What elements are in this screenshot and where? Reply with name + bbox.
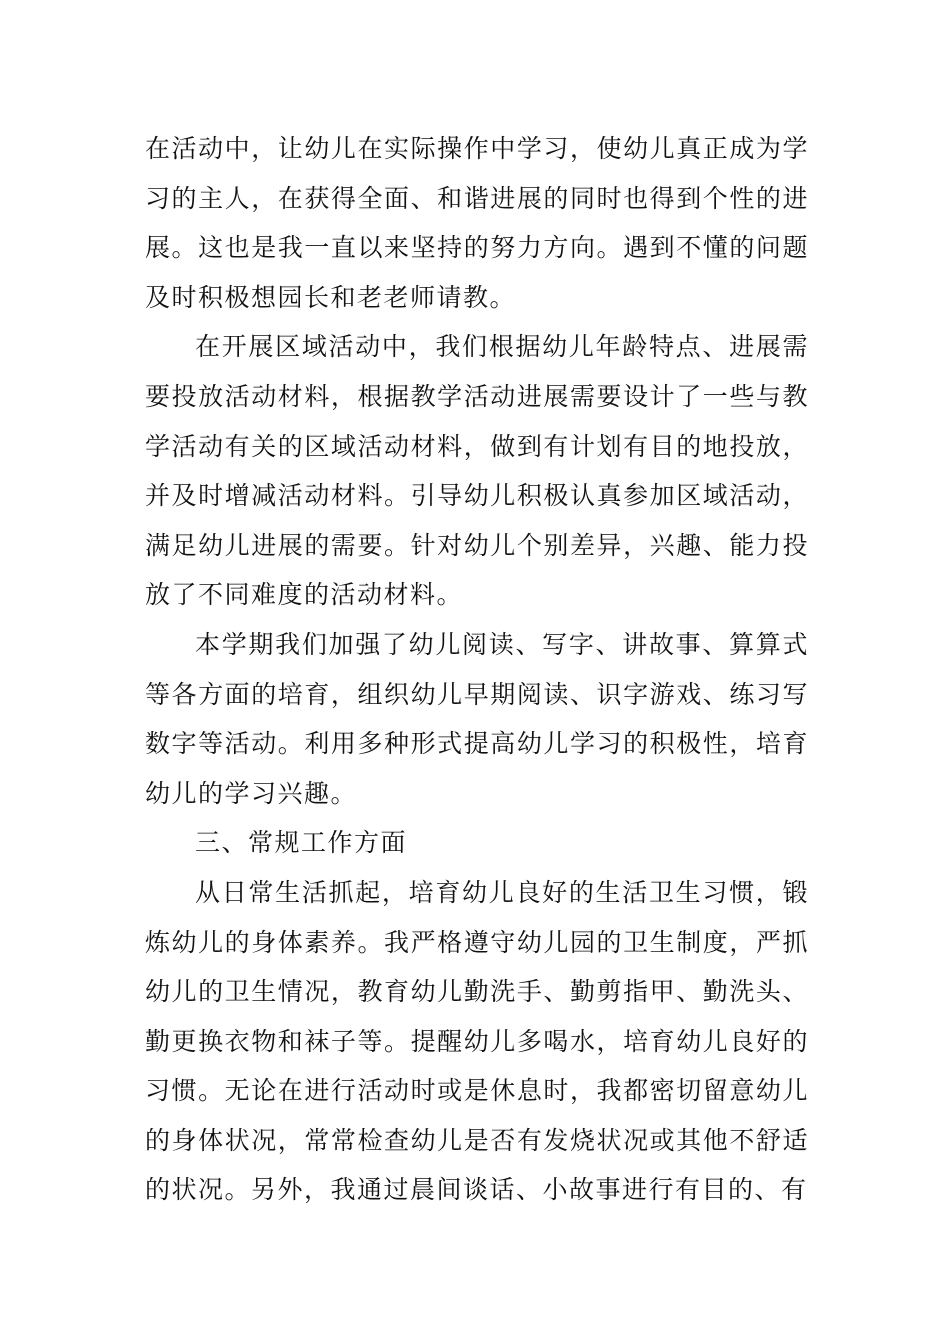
section-heading-routine-work: 三、常规工作方面 xyxy=(195,828,408,858)
paragraph-reading-writing: 本学期我们加强了幼儿阅读、写字、讲故事、算算式等各方面的培育，组织幼儿早期阅读、识字游戏、练习写数字等活动。利用多种形式提高幼儿学习的积极性，培育幼儿的学习兴趣。 xyxy=(145,629,809,808)
document-body xyxy=(145,124,809,1215)
paragraph-daily-hygiene: 从日常生活抓起，培育幼儿良好的生活卫生习惯，锻炼幼儿的身体素养。我严格遵守幼儿园的卫生制度，严抓幼儿的卫生情况，教育幼儿勤洗手、勤剪指甲、勤洗头、勤更换衣物和袜子等。提醒幼儿多喝水，培育幼儿良好的习惯。无论在进行活动时或是休息时，我都密切留意幼儿的身体状况，常常检查幼儿是否有发烧状况或其他不舒适的状况。另外，我通过晨间谈话、小故事进行有目的、有 xyxy=(145,877,809,1205)
paragraph-continuation: 在活动中，让幼儿在实际操作中学习，使幼儿真正成为学习的主人，在获得全面、和谐进展的同时也得到个性的进展。这也是我一直以来坚持的努力方向。遇到不懂的问题及时积极想园长和老老师请教。 xyxy=(145,134,809,312)
paragraph-area-activities: 在开展区域活动中，我们根据幼儿年龄特点、进展需要投放活动材料，根据教学活动进展需要设计了一些与教学活动有关的区域活动材料，做到有计划有目的地投放，并及时增减活动材料。引导幼儿积极认真参加区域活动，满足幼儿进展的需要。针对幼儿个别差异，兴趣、能力投放了不同难度的活动材料。 xyxy=(145,332,809,610)
